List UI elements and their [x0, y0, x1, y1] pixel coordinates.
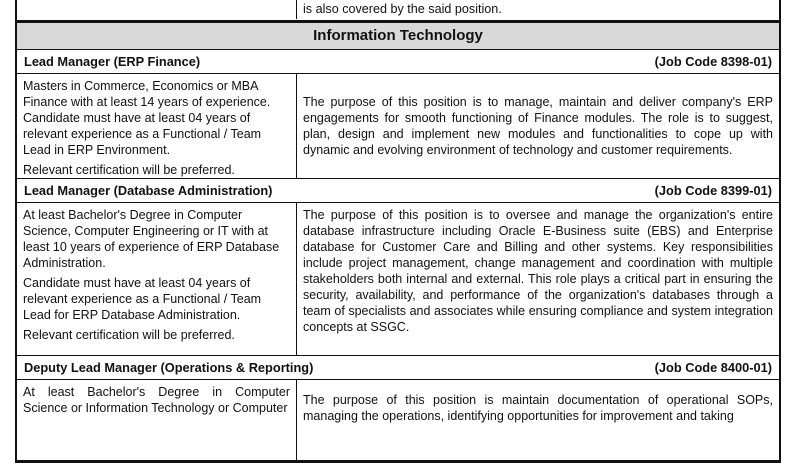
job-purpose-cell: [297, 74, 779, 178]
job-purpose-cell: [297, 203, 779, 355]
jobs-table: [15, 0, 781, 463]
job-purpose: The purpose of this position is maintain documentation of operational SOPs, managing the operations, identifying opportunities for improvement and taking: [303, 393, 773, 423]
requirement-text: Masters in Commerce, Economics or MBA Finance with at least 14 years of experience. Candidate must have at least 04 years of relevant experience as a Functional / Team Lead in ERP Environment.: [23, 79, 271, 157]
job-title: Deputy Lead Manager (Operations & Reporting): [24, 360, 314, 375]
job-code: (Job Code 8399-01): [654, 183, 772, 198]
job-details-row: [17, 74, 779, 179]
job-purpose: The purpose of this position is to oversee and manage the organization's entire database infrastructure including Oracle E-Business suite (EBS) and Enterprise database for Customer Care and Billing and other systems. Key responsibilities include project management, change management and coordination with multiple stakeholders both internal and external. This role plays a critical part in ensuring the security, availability, and performance of the organization's databases through a team of specialists and associates while ensuring compliance and system integration concepts at SSGC.: [303, 208, 773, 334]
job-title: Lead Manager (Database Administration): [24, 183, 273, 198]
requirement-text: Candidate must have at least 04 years of relevant experience as a Functional / Team Lead for ERP Database Administration.: [23, 276, 262, 322]
job-purpose: The purpose of this position is to manage, maintain and deliver company's ERP engagements for smooth functioning of Finance modules. The role is to suggest, plan, design and implement new modules and functionalities to cope up with dynamic and evolving environment of technology and customer requirements.: [303, 95, 773, 157]
continuation-row: [17, 0, 779, 21]
requirement-text: Relevant certification will be preferred.: [23, 163, 235, 177]
job-title-row: [17, 50, 779, 74]
job-requirements: [17, 203, 297, 355]
job-title: Lead Manager (ERP Finance): [24, 54, 201, 69]
section-title: Information Technology: [17, 21, 779, 50]
continuation-left-cell: [17, 0, 297, 19]
job-details-row: [17, 380, 779, 461]
requirement-text: Relevant certification will be preferred.: [23, 328, 235, 342]
job-title-row: [17, 179, 779, 203]
job-code: (Job Code 8400-01): [654, 360, 772, 375]
job-requirements: [17, 74, 297, 178]
requirement-text: At least Bachelor's Degree in Computer Science, Computer Engineering or IT with at least 10 years of experience of ERP Database Administration.: [23, 208, 280, 270]
continuation-text: is also covered by the said position.: [303, 2, 502, 16]
job-advertisement-page: [15, 0, 781, 463]
job-details-row: [17, 203, 779, 356]
job-requirements: [17, 380, 297, 460]
requirement-text: At least Bachelor's Degree in Computer Science or Information Technology or Computer: [23, 385, 290, 415]
job-purpose-cell: [297, 380, 779, 460]
job-code: (Job Code 8398-01): [654, 54, 772, 69]
job-title-row: [17, 356, 779, 380]
